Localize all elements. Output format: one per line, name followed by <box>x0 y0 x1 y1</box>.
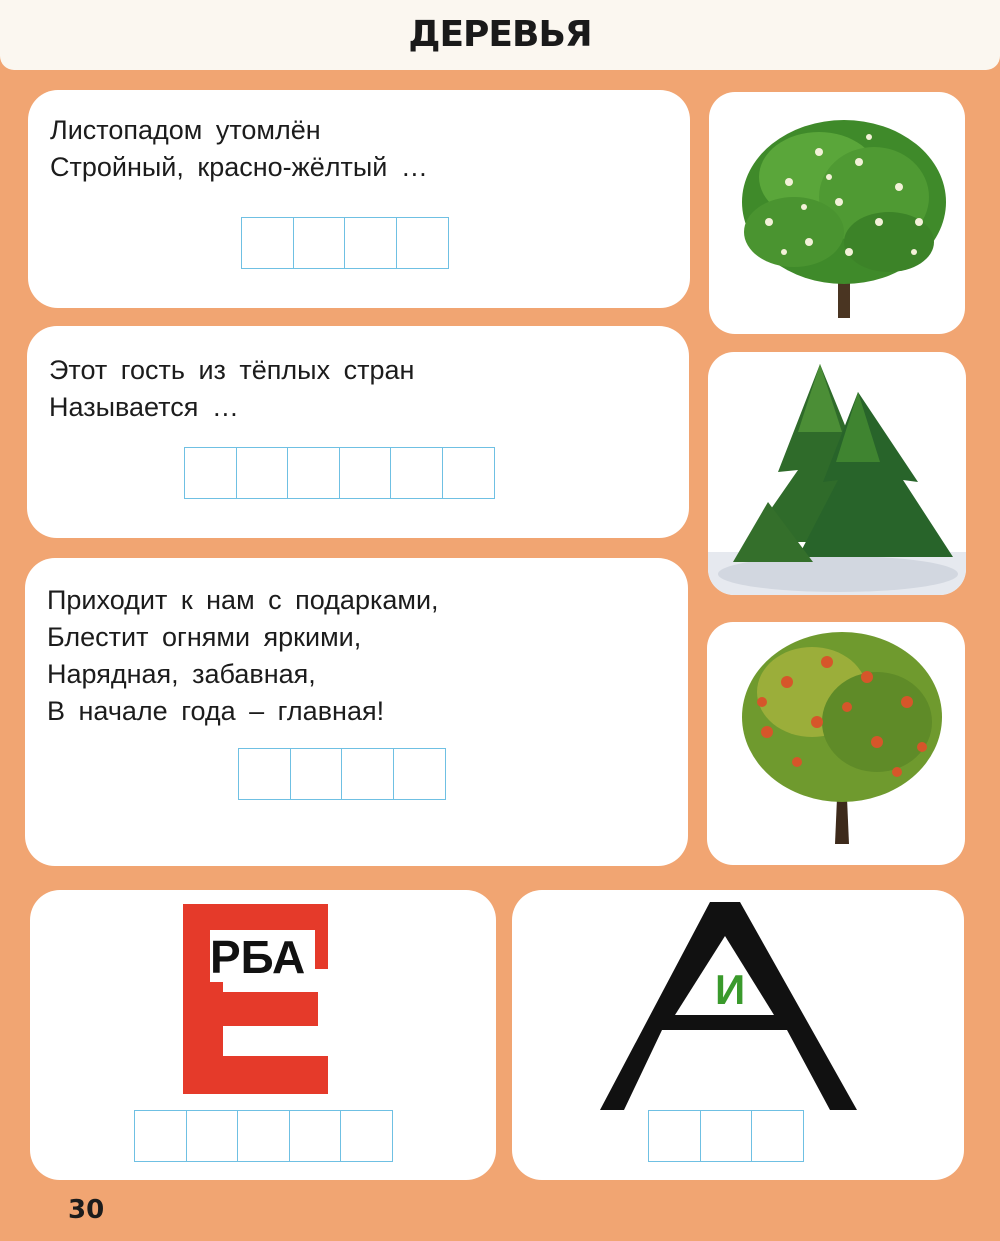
answer-grid[interactable] <box>648 1110 804 1162</box>
page-number-tab <box>50 1185 120 1241</box>
answer-cell[interactable] <box>186 1110 239 1162</box>
answer-cell[interactable] <box>287 447 340 499</box>
answer-cell[interactable] <box>751 1110 804 1162</box>
answer-cell[interactable] <box>184 447 237 499</box>
rebus-card-2 <box>512 890 964 1180</box>
riddle-line: Приходит к нам с подарками, <box>47 585 439 615</box>
page-number: 30 <box>68 1195 105 1225</box>
answer-cell[interactable] <box>340 1110 393 1162</box>
answer-cell[interactable] <box>344 217 397 269</box>
fir-trees-image <box>708 352 966 595</box>
answer-cell[interactable] <box>390 447 443 499</box>
page-header <box>0 0 1000 70</box>
answer-cell[interactable] <box>393 748 446 800</box>
riddle-line: Этот гость из тёплых стран <box>49 355 415 385</box>
answer-cell[interactable] <box>341 748 394 800</box>
riddle-line: Блестит огнями яркими, <box>47 622 362 652</box>
riddle-card-1 <box>28 90 690 308</box>
chestnut-tree-image <box>709 92 965 334</box>
riddle-card-2 <box>27 326 689 538</box>
answer-grid[interactable] <box>134 1110 393 1162</box>
answer-cell[interactable] <box>237 1110 290 1162</box>
riddle-line: Листопадом утомлён <box>50 115 321 145</box>
answer-cell[interactable] <box>238 748 291 800</box>
page-title: ДЕРЕВЬЯ <box>408 14 592 55</box>
riddle-line: Называется … <box>49 392 239 422</box>
rebus-card-1 <box>30 890 496 1180</box>
answer-cell[interactable] <box>339 447 392 499</box>
answer-cell[interactable] <box>290 748 343 800</box>
riddle-text <box>49 352 414 426</box>
answer-cell[interactable] <box>134 1110 187 1162</box>
answer-cell[interactable] <box>442 447 495 499</box>
rowan-tree-picture <box>707 622 965 865</box>
answer-cell[interactable] <box>396 217 449 269</box>
riddle-text <box>47 582 439 730</box>
riddle-line: Нарядная, забавная, <box>47 659 316 689</box>
answer-cell[interactable] <box>236 447 289 499</box>
answer-cell[interactable] <box>648 1110 701 1162</box>
fir-trees-picture <box>708 352 966 595</box>
answer-cell[interactable] <box>700 1110 753 1162</box>
answer-grid[interactable] <box>238 748 446 800</box>
answer-cell[interactable] <box>289 1110 342 1162</box>
answer-cell[interactable] <box>293 217 346 269</box>
answer-grid[interactable] <box>241 217 449 269</box>
rebus-inner-text: И <box>715 966 746 1013</box>
chestnut-tree-picture <box>709 92 965 334</box>
riddle-line: Стройный, красно-жёлтый … <box>50 152 428 182</box>
riddle-card-3 <box>25 558 688 866</box>
rebus-inner-text: РБА <box>210 930 315 982</box>
riddle-line: В начале года – главная! <box>47 696 385 726</box>
answer-grid[interactable] <box>184 447 495 499</box>
answer-cell[interactable] <box>241 217 294 269</box>
riddle-text <box>50 112 428 186</box>
rowan-tree-image <box>707 622 965 865</box>
